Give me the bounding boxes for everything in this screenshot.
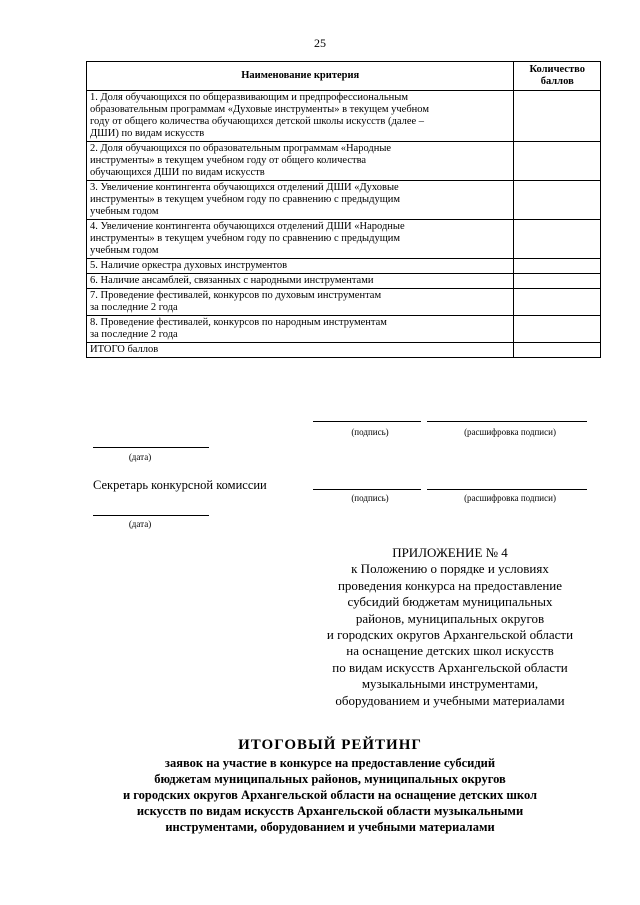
score-cell[interactable] <box>514 181 601 220</box>
date-line-2[interactable] <box>93 515 209 516</box>
table-row <box>87 289 601 316</box>
header-score-line1: Количество <box>529 64 585 75</box>
criterion-text: инструменты» в текущем учебном году по сравнению с предыдущим <box>90 233 401 244</box>
score-cell[interactable] <box>514 274 601 289</box>
date-caption-2: (дата) <box>128 519 152 529</box>
header-criterion-name: Наименование критерия <box>87 62 514 91</box>
appendix-title: ПРИЛОЖЕНИЕ № 4 <box>392 545 508 560</box>
criterion-text: учебным годом <box>90 206 159 217</box>
decode-caption-2: (расшифровка подписи) <box>464 493 556 503</box>
criterion-text: году от общего количества обучающихся детской школы искусств (далее – <box>90 116 425 127</box>
criterion-text: ДШИ) по видам искусств <box>90 128 205 139</box>
table-row <box>87 181 601 220</box>
table-row <box>87 91 601 142</box>
table-row <box>87 343 601 358</box>
criterion-text: за последние 2 года <box>90 329 178 340</box>
criterion-text: образовательным программам «Духовые инструменты» в текущем учебном <box>90 104 429 115</box>
signature-caption-1: (подпись) <box>351 427 389 437</box>
criterion-text: инструменты» в текущем учебном году от общего количества <box>90 155 367 166</box>
table-row <box>87 220 601 259</box>
criterion-text: 4. Увеличение контингента обучающихся отделений ДШИ «Народные <box>90 221 405 232</box>
table-row <box>87 259 601 274</box>
criteria-table <box>86 61 601 358</box>
rating-line: и городских округов Архангельской области на оснащение детских школ <box>122 788 538 802</box>
appendix-line: музыкальными инструментами, <box>361 676 539 692</box>
rating-block <box>60 735 600 835</box>
page-number: 25 <box>314 36 326 50</box>
criterion-cell <box>87 142 514 181</box>
date-line-1[interactable] <box>93 447 209 448</box>
appendix-line: субсидий бюджетам муниципальных <box>347 594 553 610</box>
appendix-line: и городских округов Архангельской области <box>326 627 574 643</box>
criterion-text: 1. Доля обучающихся по общеразвивающим и предпрофессиональным <box>90 92 408 103</box>
decode-line-2[interactable] <box>427 489 587 490</box>
table-header-row <box>87 62 601 91</box>
criterion-text: 5. Наличие оркестра духовых инструментов <box>90 260 288 271</box>
criterion-text: 3. Увеличение контингента обучающихся отделений ДШИ «Духовые <box>90 182 399 193</box>
rating-line: заявок на участие в конкурсе на предоставление субсидий <box>164 756 496 770</box>
header-score-line2: баллов <box>540 76 574 87</box>
criterion-cell <box>87 259 514 274</box>
rating-line: искусств по видам искусств Архангельской области музыкальными <box>136 804 524 818</box>
rating-line: бюджетам муниципальных районов, муниципальных округов <box>154 772 506 786</box>
header-score <box>514 62 601 91</box>
appendix-line: на оснащение детских школ искусств <box>346 643 554 659</box>
criterion-cell <box>87 181 514 220</box>
appendix-block <box>300 545 600 709</box>
rating-line: инструментами, оборудованием и учебными материалами <box>165 820 495 834</box>
decode-caption-1: (расшифровка подписи) <box>464 427 556 437</box>
criterion-cell <box>87 91 514 142</box>
score-cell[interactable] <box>514 289 601 316</box>
criterion-text: инструменты» в текущем учебном году по сравнению с предыдущим <box>90 194 401 205</box>
criterion-text: 7. Проведение фестивалей, конкурсов по духовым инструментам <box>90 290 382 301</box>
appendix-line: к Положению о порядке и условиях <box>351 561 549 577</box>
signature-caption-2: (подпись) <box>351 493 389 503</box>
score-cell[interactable] <box>514 259 601 274</box>
criterion-cell <box>87 289 514 316</box>
criterion-text: 8. Проведение фестивалей, конкурсов по народным инструментам <box>90 317 387 328</box>
criterion-cell <box>87 343 514 358</box>
score-cell[interactable] <box>514 316 601 343</box>
table-row <box>87 274 601 289</box>
criterion-cell <box>87 316 514 343</box>
criterion-text: обучающихся ДШИ по видам искусств <box>90 167 265 178</box>
criterion-text: 6. Наличие ансамблей, связанных с народными инструментами <box>90 275 374 286</box>
rating-title: ИТОГОВЫЙ РЕЙТИНГ <box>238 737 422 753</box>
secretary-label: Секретарь конкурсной комиссии <box>93 478 267 492</box>
criterion-text: ИТОГО баллов <box>90 344 159 355</box>
appendix-line: районов, муниципальных округов <box>355 610 545 626</box>
score-cell[interactable] <box>514 220 601 259</box>
score-cell[interactable] <box>514 142 601 181</box>
appendix-line: по видам искусств Архангельской области <box>332 659 568 675</box>
signature-line-1[interactable] <box>313 421 421 422</box>
table-row <box>87 316 601 343</box>
score-cell[interactable] <box>514 91 601 142</box>
criterion-cell <box>87 274 514 289</box>
criterion-cell <box>87 220 514 259</box>
table-row <box>87 142 601 181</box>
score-cell[interactable] <box>514 343 601 358</box>
criterion-text: 2. Доля обучающихся по образовательным программам «Народные <box>90 143 392 154</box>
appendix-line: оборудованием и учебными материалами <box>335 692 565 708</box>
criterion-text: учебным годом <box>90 245 159 256</box>
decode-line-1[interactable] <box>427 421 587 422</box>
date-caption-1: (дата) <box>128 452 152 462</box>
signature-line-2[interactable] <box>313 489 421 490</box>
criterion-text: за последние 2 года <box>90 302 178 313</box>
appendix-line: проведения конкурса на предоставление <box>337 577 563 593</box>
